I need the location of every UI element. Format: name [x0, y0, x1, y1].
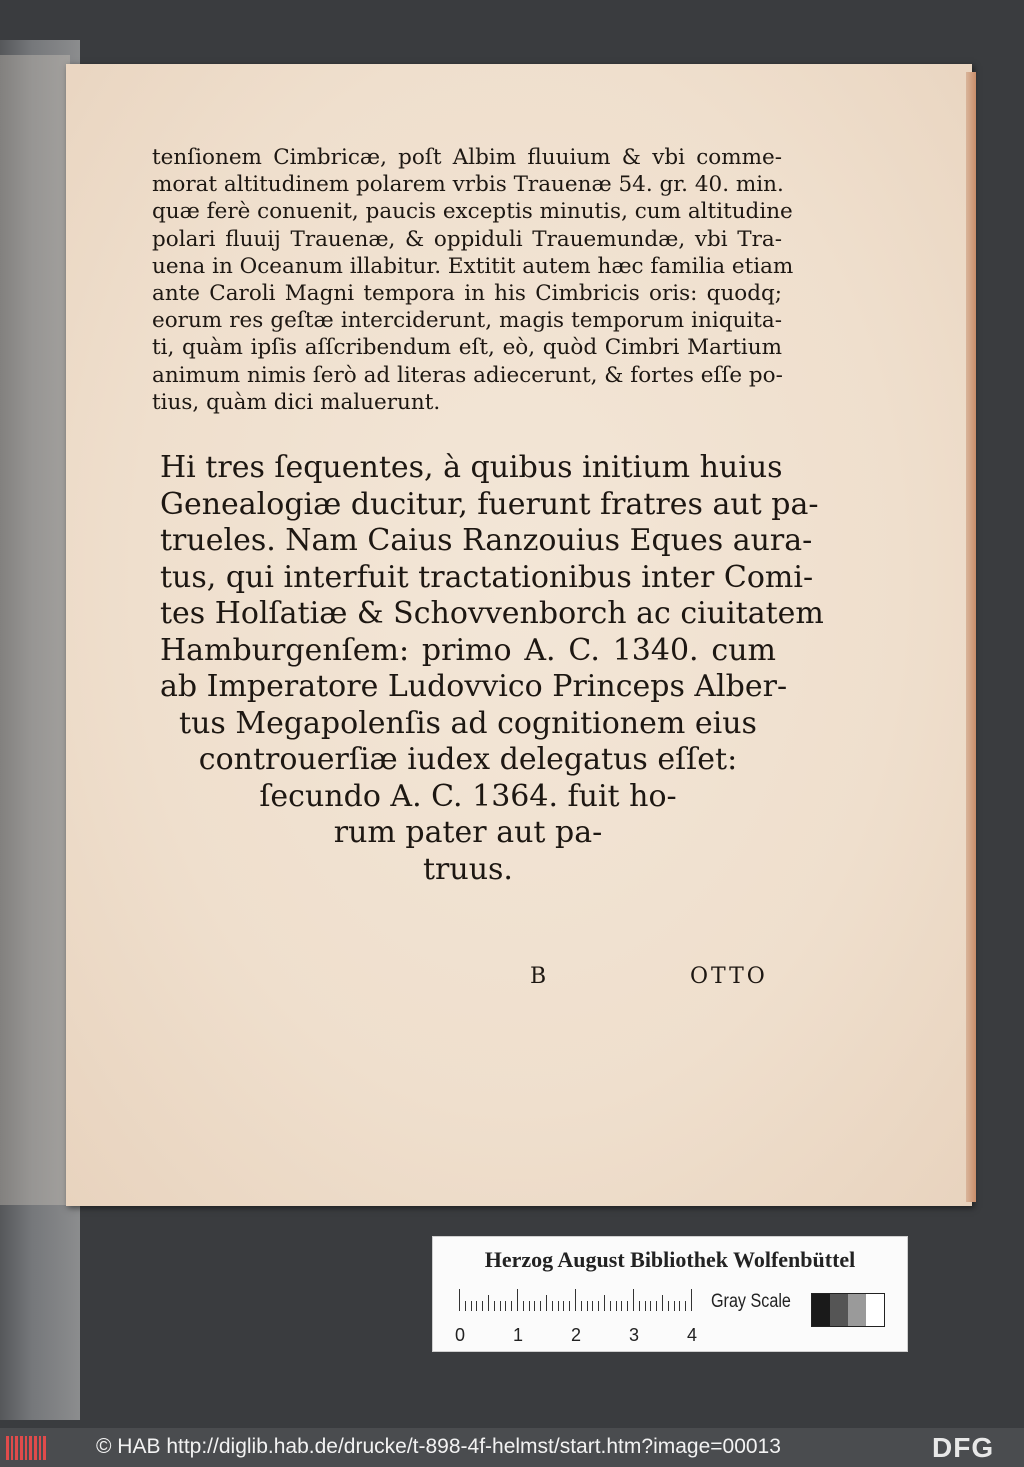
hab-logo-icon	[6, 1436, 46, 1460]
text-line: ſecundo A. C. 1364. fuit ho-	[259, 778, 677, 814]
ruler-tick	[488, 1295, 489, 1311]
ruler-tick	[529, 1301, 530, 1311]
ruler-tick	[610, 1301, 611, 1311]
color-calibration-card	[432, 1236, 908, 1352]
text-line: morat altitudinem polarem vrbis Trauenæ 54. gr. 40. min.	[152, 172, 784, 198]
ruler-tick	[656, 1301, 657, 1311]
text-line: quæ ferè conuenit, paucis exceptis minutis, cum altitudine	[152, 199, 793, 225]
gray-scale-label: Gray Scale	[711, 1291, 791, 1312]
text-line: controuerſiæ iudex delegatus eſſet:	[198, 742, 738, 777]
text-line: Hi tres ſequentes, à quibus initium huius	[160, 450, 783, 485]
ruler-tick	[563, 1301, 564, 1311]
text-line: truus.	[423, 851, 513, 887]
ruler-tick	[639, 1301, 640, 1311]
ruler-tick	[459, 1289, 460, 1311]
ruler-tick	[476, 1301, 477, 1311]
signature-mark: B	[530, 964, 547, 989]
text-line: rum pater aut pa-	[333, 815, 603, 850]
ruler-number: 1	[513, 1325, 524, 1345]
text-line: tius, quàm dici maluerunt.	[152, 389, 441, 415]
previous-page-overlay	[0, 55, 70, 1205]
gray-swatch	[812, 1294, 830, 1326]
ruler-tick	[552, 1301, 553, 1311]
ruler-tick	[569, 1301, 570, 1311]
text-line: Hamburgenſem: primo A. C. 1340. cum	[160, 632, 776, 668]
ruler-tick	[650, 1301, 651, 1311]
ruler-tick	[592, 1301, 593, 1311]
small-text-paragraph	[152, 144, 794, 416]
page-fore-edge	[966, 72, 976, 1202]
ruler-tick	[598, 1301, 599, 1311]
ruler-tick	[691, 1289, 692, 1311]
text-line: tenſionem Cimbricæ, poſt Albim fluuium & vbi comme-	[152, 145, 782, 170]
ruler-tick	[523, 1301, 524, 1311]
catchword: OTTO	[690, 964, 768, 989]
ruler-tick	[465, 1301, 466, 1311]
ruler-tick	[558, 1301, 559, 1311]
ruler-tick	[505, 1301, 506, 1311]
text-line: ante Caroli Magni tempora in his Cimbricis oris: quodq;	[152, 281, 782, 307]
text-line: trueles. Nam Caius Ranzouius Eques aura-	[160, 523, 813, 558]
gray-scale-swatches	[811, 1293, 885, 1327]
ruler-tick	[627, 1301, 628, 1311]
scale-ruler	[455, 1289, 699, 1345]
ruler-number: 4	[687, 1325, 698, 1345]
ruler-tick	[587, 1301, 588, 1311]
library-name: Herzog August Bibliothek Wolfenbüttel	[484, 1247, 856, 1272]
ruler-tick	[674, 1301, 675, 1311]
text-line: Genealogiæ ducitur, fuerunt fratres aut pa-	[160, 486, 819, 522]
text-line: uena in Oceanum illabitur. Extitit autem hæc familia etiam	[152, 253, 794, 279]
large-text-paragraph	[160, 450, 824, 888]
ruler-tick	[616, 1301, 617, 1311]
ruler-tick	[517, 1289, 518, 1311]
ruler-tick	[668, 1301, 669, 1311]
ruler-tick	[662, 1295, 663, 1311]
ruler-number: 3	[629, 1325, 640, 1345]
ruler-tick	[471, 1301, 472, 1311]
ruler-tick	[645, 1301, 646, 1311]
ruler-tick	[500, 1301, 501, 1311]
ruler-number: 0	[455, 1325, 466, 1345]
ruler-tick	[540, 1301, 541, 1311]
gray-swatch	[866, 1294, 884, 1326]
ruler-tick	[604, 1295, 605, 1311]
ruler-tick	[511, 1301, 512, 1311]
viewer-footer	[0, 1428, 1024, 1467]
ruler-tick	[575, 1289, 576, 1311]
ruler-tick	[621, 1301, 622, 1311]
gray-swatch	[830, 1294, 848, 1326]
dfg-logo: DFG	[932, 1432, 995, 1463]
gray-swatch	[848, 1294, 866, 1326]
text-line: eorum res geſtæ interciderunt, magis temporum iniquita-	[152, 308, 782, 334]
ruler-tick	[633, 1289, 634, 1311]
ruler-tick	[534, 1301, 535, 1311]
text-line: ti, quàm ipſis aſſcribendum eſt, eò, quòd Cimbri Martium	[152, 335, 782, 361]
text-line: ab Imperatore Ludovvico Princeps Alber-	[160, 669, 788, 704]
text-line: polari fluuij Trauenæ, & oppiduli Trauemundæ, vbi Tra-	[152, 226, 782, 252]
text-line: tus, qui interfuit tractationibus inter Comi-	[160, 559, 814, 595]
footer-copyright-link[interactable]: © HAB http://diglib.hab.de/drucke/t-898-4f-helmst/start.htm?image=00013	[96, 1435, 781, 1458]
ruler-tick	[581, 1301, 582, 1311]
ruler-tick	[679, 1301, 680, 1311]
ruler-tick	[546, 1295, 547, 1311]
text-line: tes Holſatiæ & Schovvenborch ac ciuitatem	[160, 596, 824, 631]
text-line: animum nimis ſerò ad literas adiecerunt, & fortes eſſe po-	[152, 362, 783, 388]
ruler-number: 2	[571, 1325, 582, 1345]
ruler-tick	[494, 1301, 495, 1311]
text-line: tus Megapolenſis ad cognitionem eius	[179, 705, 757, 741]
ruler-tick	[685, 1301, 686, 1311]
ruler-tick	[482, 1301, 483, 1311]
